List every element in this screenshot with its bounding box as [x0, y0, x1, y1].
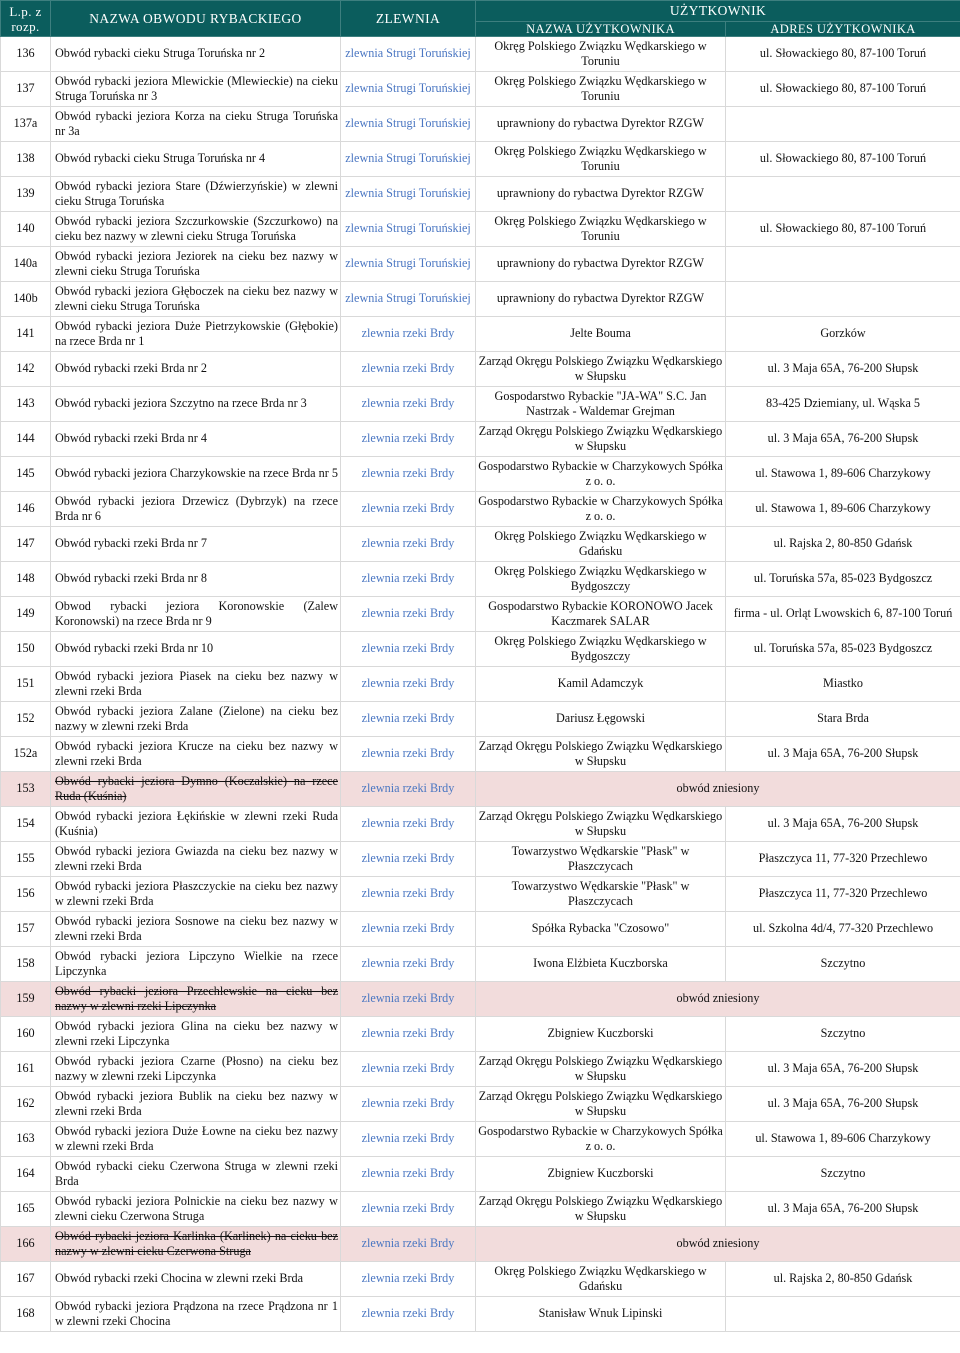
header-lp: L.p. z rozp.	[1, 1, 51, 37]
user-name: Zbigniew Kuczborski	[476, 1017, 726, 1052]
user-name: Zarząd Okręgu Polskiego Związku Wędkarskiego w Słupsku	[476, 1052, 726, 1087]
user-name: Zarząd Okręgu Polskiego Związku Wędkarskiego w Słupsku	[476, 1087, 726, 1122]
user-address: ul. Stawowa 1, 89-606 Charzykowy	[726, 1122, 960, 1157]
district-name: Obwód rybacki jeziora Jeziorek na cieku bez nazwy w zlewni cieku Struga Toruńska	[51, 247, 341, 282]
table-row	[1, 772, 960, 807]
table-row	[1, 877, 960, 912]
user-address: ul. Rajska 2, 80-850 Gdańsk	[726, 527, 960, 562]
user-name: Okręg Polskiego Związku Wędkarskiego w Bydgoszczy	[476, 632, 726, 667]
user-address: Płaszczyca 11, 77-320 Przechlewo	[726, 842, 960, 877]
row-number: 154	[1, 807, 51, 842]
district-name: Obwód rybacki rzeki Brda nr 2	[51, 352, 341, 387]
district-name: Obwód rybacki jeziora Łękińskie w zlewni rzeki Ruda (Kuśnia)	[51, 807, 341, 842]
basin-name: zlewnia rzeki Brdy	[341, 1052, 476, 1087]
user-name: Gospodarstwo Rybackie w Charzykowych Spółka z o. o.	[476, 492, 726, 527]
user-name: Okręg Polskiego Związku Wędkarskiego w Toruniu	[476, 212, 726, 247]
table-row	[1, 37, 960, 72]
basin-name: zlewnia rzeki Brdy	[341, 632, 476, 667]
district-name: Obwód rybacki rzeki Brda nr 7	[51, 527, 341, 562]
row-number: 155	[1, 842, 51, 877]
user-address: Szczytno	[726, 1157, 960, 1192]
table-body	[1, 37, 960, 1332]
district-name: Obwód rybacki jeziora Korza na cieku Struga Toruńska nr 3a	[51, 107, 341, 142]
row-number: 166	[1, 1227, 51, 1262]
user-address: Stara Brda	[726, 702, 960, 737]
basin-name: zlewnia rzeki Brdy	[341, 1297, 476, 1332]
header-user-address: ADRES UŻYTKOWNIKA	[726, 22, 960, 37]
basin-name: zlewnia rzeki Brdy	[341, 387, 476, 422]
basin-name: zlewnia Strugi Toruńskiej	[341, 142, 476, 177]
user-name: Towarzystwo Wędkarskie "Płask" w Płaszczycach	[476, 877, 726, 912]
user-name: Zbigniew Kuczborski	[476, 1157, 726, 1192]
row-number: 168	[1, 1297, 51, 1332]
district-name: Obwód rybacki jeziora Karlinka (Karlinek) na cieku bez nazwy w zlewni cieku Czerwona Struga	[51, 1227, 341, 1262]
header-user-group: UŻYTKOWNIK	[476, 1, 960, 22]
user-address	[726, 177, 960, 212]
table-row	[1, 597, 960, 632]
basin-name: zlewnia rzeki Brdy	[341, 737, 476, 772]
basin-name: zlewnia rzeki Brdy	[341, 1227, 476, 1262]
user-name: uprawniony do rybactwa Dyrektor RZGW	[476, 177, 726, 212]
basin-name: zlewnia rzeki Brdy	[341, 947, 476, 982]
district-name: Obwód rybacki cieku Struga Toruńska nr 2	[51, 37, 341, 72]
table-row	[1, 1122, 960, 1157]
user-name: Zarząd Okręgu Polskiego Związku Wędkarskiego w Słupsku	[476, 807, 726, 842]
row-number: 156	[1, 877, 51, 912]
row-number: 139	[1, 177, 51, 212]
basin-name: zlewnia rzeki Brdy	[341, 1192, 476, 1227]
basin-name: zlewnia Strugi Toruńskiej	[341, 37, 476, 72]
district-name: Obwód rybacki rzeki Brda nr 4	[51, 422, 341, 457]
row-number: 140a	[1, 247, 51, 282]
row-number: 162	[1, 1087, 51, 1122]
user-name: Zarząd Okręgu Polskiego Związku Wędkarskiego w Słupsku	[476, 1192, 726, 1227]
table-row	[1, 492, 960, 527]
row-number: 140	[1, 212, 51, 247]
district-name: Obwód rybacki jeziora Krucze na cieku bez nazwy w zlewni rzeki Brda	[51, 737, 341, 772]
district-name: Obwód rybacki rzeki Brda nr 10	[51, 632, 341, 667]
user-name: Gospodarstwo Rybackie w Charzykowych Spółka z o. o.	[476, 457, 726, 492]
row-number: 164	[1, 1157, 51, 1192]
basin-name: zlewnia rzeki Brdy	[341, 457, 476, 492]
user-name: Dariusz Łęgowski	[476, 702, 726, 737]
header-district-name: NAZWA OBWODU RYBACKIEGO	[51, 1, 341, 37]
district-name: Obwód rybacki jeziora Czarne (Płosno) na cieku bez nazwy w zlewni rzeki Lipczynka	[51, 1052, 341, 1087]
row-number: 144	[1, 422, 51, 457]
user-address	[726, 247, 960, 282]
basin-name: zlewnia rzeki Brdy	[341, 317, 476, 352]
district-name: Obwód rybacki jeziora Bublik na cieku bez nazwy w zlewni rzeki Brda	[51, 1087, 341, 1122]
table-row	[1, 1192, 960, 1227]
row-number: 149	[1, 597, 51, 632]
row-number: 146	[1, 492, 51, 527]
basin-name: zlewnia rzeki Brdy	[341, 1087, 476, 1122]
table-row	[1, 667, 960, 702]
user-address	[726, 1297, 960, 1332]
row-number: 136	[1, 37, 51, 72]
table-row	[1, 107, 960, 142]
user-name: Okręg Polskiego Związku Wędkarskiego w Gdańsku	[476, 1262, 726, 1297]
user-address: ul. 3 Maja 65A, 76-200 Słupsk	[726, 1192, 960, 1227]
basin-name: zlewnia rzeki Brdy	[341, 702, 476, 737]
user-address: Szczytno	[726, 947, 960, 982]
user-name: Okręg Polskiego Związku Wędkarskiego w Toruniu	[476, 72, 726, 107]
district-name: Obwód rybacki jeziora Glina na cieku bez nazwy w zlewni rzeki Lipczynka	[51, 1017, 341, 1052]
district-name: Obwód rybacki cieku Czerwona Struga w zlewni rzeki Brda	[51, 1157, 341, 1192]
basin-name: zlewnia rzeki Brdy	[341, 842, 476, 877]
district-name: Obwód rybacki jeziora Duże Łowne na cieku bez nazwy w zlewni rzeki Brda	[51, 1122, 341, 1157]
user-address: ul. Stawowa 1, 89-606 Charzykowy	[726, 492, 960, 527]
basin-name: zlewnia rzeki Brdy	[341, 1017, 476, 1052]
table-row	[1, 142, 960, 177]
basin-name: zlewnia rzeki Brdy	[341, 1157, 476, 1192]
basin-name: zlewnia rzeki Brdy	[341, 912, 476, 947]
row-number: 163	[1, 1122, 51, 1157]
user-name: uprawniony do rybactwa Dyrektor RZGW	[476, 247, 726, 282]
table-row	[1, 842, 960, 877]
user-address: ul. Toruńska 57a, 85-023 Bydgoszcz	[726, 562, 960, 597]
basin-name: zlewnia rzeki Brdy	[341, 352, 476, 387]
district-name: Obwód rybacki jeziora Szczytno na rzece Brda nr 3	[51, 387, 341, 422]
row-number: 151	[1, 667, 51, 702]
user-address: ul. Słowackiego 80, 87-100 Toruń	[726, 142, 960, 177]
basin-name: zlewnia rzeki Brdy	[341, 562, 476, 597]
basin-name: zlewnia Strugi Toruńskiej	[341, 247, 476, 282]
district-name: Obwód rybacki jeziora Mlewickie (Mlewieckie) na cieku Struga Toruńska nr 3	[51, 72, 341, 107]
user-address: ul. Słowackiego 80, 87-100 Toruń	[726, 37, 960, 72]
row-number: 147	[1, 527, 51, 562]
table-row	[1, 1297, 960, 1332]
user-address: 83-425 Dziemiany, ul. Wąska 5	[726, 387, 960, 422]
row-number: 152	[1, 702, 51, 737]
row-number: 141	[1, 317, 51, 352]
row-number: 153	[1, 772, 51, 807]
row-number: 167	[1, 1262, 51, 1297]
table-header	[1, 1, 960, 37]
basin-name: zlewnia rzeki Brdy	[341, 597, 476, 632]
district-name: Obwód rybacki jeziora Polnickie na cieku bez nazwy w zlewni cieku Czerwona Struga	[51, 1192, 341, 1227]
user-name: Kamil Adamczyk	[476, 667, 726, 702]
row-number: 138	[1, 142, 51, 177]
district-name: Obwód rybacki jeziora Duże Pietrzykowskie (Głębokie) na rzece Brda nr 1	[51, 317, 341, 352]
table-row	[1, 177, 960, 212]
user-address: ul. Szkolna 4d/4, 77-320 Przechlewo	[726, 912, 960, 947]
district-name: Obwód rybacki jeziora Płaszczyckie na cieku bez nazwy w zlewni rzeki Brda	[51, 877, 341, 912]
district-name: Obwód rybacki jeziora Charzykowskie na rzece Brda nr 5	[51, 457, 341, 492]
user-name: Gospodarstwo Rybackie w Charzykowych Spółka z o. o.	[476, 1122, 726, 1157]
district-removed-note: obwód zniesiony	[476, 772, 960, 807]
user-address	[726, 107, 960, 142]
row-number: 142	[1, 352, 51, 387]
district-name: Obwód rybacki rzeki Brda nr 8	[51, 562, 341, 597]
table-row	[1, 1157, 960, 1192]
district-name: Obwód rybacki cieku Struga Toruńska nr 4	[51, 142, 341, 177]
table-row	[1, 632, 960, 667]
user-address: ul. Słowackiego 80, 87-100 Toruń	[726, 72, 960, 107]
district-name: Obwód rybacki jeziora Przechlewskie na cieku bez nazwy w zlewni rzeki Lipczynka	[51, 982, 341, 1017]
user-address: ul. 3 Maja 65A, 76-200 Słupsk	[726, 1052, 960, 1087]
user-name: Jelte Bouma	[476, 317, 726, 352]
user-name: Zarząd Okręgu Polskiego Związku Wędkarskiego w Słupsku	[476, 352, 726, 387]
row-number: 152a	[1, 737, 51, 772]
table-row	[1, 562, 960, 597]
table-row	[1, 457, 960, 492]
user-name: Zarząd Okręgu Polskiego Związku Wędkarskiego w Słupsku	[476, 422, 726, 457]
user-address: ul. 3 Maja 65A, 76-200 Słupsk	[726, 422, 960, 457]
table-row	[1, 982, 960, 1017]
table-row	[1, 317, 960, 352]
user-name: Okręg Polskiego Związku Wędkarskiego w Gdańsku	[476, 527, 726, 562]
district-name: Obwód rybacki jeziora Gwiazda na cieku bez nazwy w zlewni rzeki Brda	[51, 842, 341, 877]
table-row	[1, 72, 960, 107]
table-row	[1, 1087, 960, 1122]
user-name: Okręg Polskiego Związku Wędkarskiego w Toruniu	[476, 142, 726, 177]
row-number: 140b	[1, 282, 51, 317]
basin-name: zlewnia rzeki Brdy	[341, 877, 476, 912]
user-name: Towarzystwo Wędkarskie "Płask" w Płaszczycach	[476, 842, 726, 877]
row-number: 150	[1, 632, 51, 667]
district-name: Obwód rybacki jeziora Zalane (Zielone) na cieku bez nazwy w zlewni rzeki Brda	[51, 702, 341, 737]
basin-name: zlewnia Strugi Toruńskiej	[341, 72, 476, 107]
district-name: Obwód rybacki jeziora Prądzona na rzece Prądzona nr 1 w zlewni rzeki Chocina	[51, 1297, 341, 1332]
user-name: uprawniony do rybactwa Dyrektor RZGW	[476, 282, 726, 317]
user-address: Szczytno	[726, 1017, 960, 1052]
user-name: Gospodarstwo Rybackie KORONOWO Jacek Kaczmarek SALAR	[476, 597, 726, 632]
district-name: Obwód rybacki jeziora Dymno (Koczalskie) na rzece Ruda (Kuśnia)	[51, 772, 341, 807]
row-number: 137	[1, 72, 51, 107]
table-row	[1, 702, 960, 737]
row-number: 145	[1, 457, 51, 492]
user-address: ul. Stawowa 1, 89-606 Charzykowy	[726, 457, 960, 492]
basin-name: zlewnia rzeki Brdy	[341, 1122, 476, 1157]
header-user-name: NAZWA UŻYTKOWNIKA	[476, 22, 726, 37]
district-name: Obwód rybacki jeziora Szczurkowskie (Szczurkowo) na cieku bez nazwy w zlewni cieku Struga Toruńska	[51, 212, 341, 247]
table-row	[1, 912, 960, 947]
basin-name: zlewnia Strugi Toruńskiej	[341, 282, 476, 317]
basin-name: zlewnia rzeki Brdy	[341, 422, 476, 457]
table-row	[1, 247, 960, 282]
table-row	[1, 422, 960, 457]
district-name: Obwód rybacki jeziora Stare (Dźwierzyńskie) w zlewni cieku Struga Toruńska	[51, 177, 341, 212]
table-row	[1, 947, 960, 982]
user-name: Stanisław Wnuk Lipinski	[476, 1297, 726, 1332]
user-address: ul. 3 Maja 65A, 76-200 Słupsk	[726, 737, 960, 772]
table-row	[1, 1262, 960, 1297]
user-address: ul. 3 Maja 65A, 76-200 Słupsk	[726, 1087, 960, 1122]
district-name: Obwód rybacki jeziora Drzewicz (Dybrzyk) na rzece Brda nr 6	[51, 492, 341, 527]
user-address: ul. 3 Maja 65A, 76-200 Słupsk	[726, 807, 960, 842]
table-row	[1, 282, 960, 317]
row-number: 160	[1, 1017, 51, 1052]
user-address	[726, 282, 960, 317]
user-name: uprawniony do rybactwa Dyrektor RZGW	[476, 107, 726, 142]
basin-name: zlewnia Strugi Toruńskiej	[341, 212, 476, 247]
user-name: Spółka Rybacka "Czosowo"	[476, 912, 726, 947]
district-removed-note: obwód zniesiony	[476, 982, 960, 1017]
user-address: Gorzków	[726, 317, 960, 352]
user-address: ul. Słowackiego 80, 87-100 Toruń	[726, 212, 960, 247]
row-number: 137a	[1, 107, 51, 142]
basin-name: zlewnia Strugi Toruńskiej	[341, 107, 476, 142]
user-name: Zarząd Okręgu Polskiego Związku Wędkarskiego w Słupsku	[476, 737, 726, 772]
district-name: Obwód rybacki jeziora Głęboczek na cieku bez nazwy w zlewni cieku Struga Toruńska	[51, 282, 341, 317]
row-number: 157	[1, 912, 51, 947]
user-name: Okręg Polskiego Związku Wędkarskiego w Bydgoszczy	[476, 562, 726, 597]
district-name: Obwód rybacki jeziora Sosnowe na cieku bez nazwy w zlewni rzeki Brda	[51, 912, 341, 947]
table-row	[1, 1227, 960, 1262]
district-removed-note: obwód zniesiony	[476, 1227, 960, 1262]
basin-name: zlewnia Strugi Toruńskiej	[341, 177, 476, 212]
row-number: 161	[1, 1052, 51, 1087]
user-name: Iwona Elżbieta Kuczborska	[476, 947, 726, 982]
table-row	[1, 212, 960, 247]
table-row	[1, 737, 960, 772]
user-address: Płaszczyca 11, 77-320 Przechlewo	[726, 877, 960, 912]
district-name: Obwód rybacki jeziora Piasek na cieku bez nazwy w zlewni rzeki Brda	[51, 667, 341, 702]
row-number: 158	[1, 947, 51, 982]
district-name: Obwód rybacki jeziora Lipczyno Wielkie na rzece Lipczynka	[51, 947, 341, 982]
table-row	[1, 807, 960, 842]
header-basin: ZLEWNIA	[341, 1, 476, 37]
row-number: 148	[1, 562, 51, 597]
row-number: 159	[1, 982, 51, 1017]
district-name: Obwod rybacki jeziora Koronowskie (Zalew Koronowski) na rzece Brda nr 9	[51, 597, 341, 632]
table-row	[1, 1052, 960, 1087]
user-address: Miastko	[726, 667, 960, 702]
table-row	[1, 352, 960, 387]
user-name: Okręg Polskiego Związku Wędkarskiego w Toruniu	[476, 37, 726, 72]
table-row	[1, 387, 960, 422]
basin-name: zlewnia rzeki Brdy	[341, 807, 476, 842]
district-name: Obwód rybacki rzeki Chocina w zlewni rzeki Brda	[51, 1262, 341, 1297]
user-name: Gospodarstwo Rybackie "JA-WA" S.C. Jan Nastrzak - Waldemar Grejman	[476, 387, 726, 422]
basin-name: zlewnia rzeki Brdy	[341, 982, 476, 1017]
basin-name: zlewnia rzeki Brdy	[341, 527, 476, 562]
table-row	[1, 527, 960, 562]
row-number: 143	[1, 387, 51, 422]
basin-name: zlewnia rzeki Brdy	[341, 667, 476, 702]
user-address: ul. Toruńska 57a, 85-023 Bydgoszcz	[726, 632, 960, 667]
user-address: ul. 3 Maja 65A, 76-200 Słupsk	[726, 352, 960, 387]
basin-name: zlewnia rzeki Brdy	[341, 1262, 476, 1297]
row-number: 165	[1, 1192, 51, 1227]
basin-name: zlewnia rzeki Brdy	[341, 772, 476, 807]
basin-name: zlewnia rzeki Brdy	[341, 492, 476, 527]
table-row	[1, 1017, 960, 1052]
user-address: firma - ul. Orląt Lwowskich 6, 87-100 Toruń	[726, 597, 960, 632]
user-address: ul. Rajska 2, 80-850 Gdańsk	[726, 1262, 960, 1297]
